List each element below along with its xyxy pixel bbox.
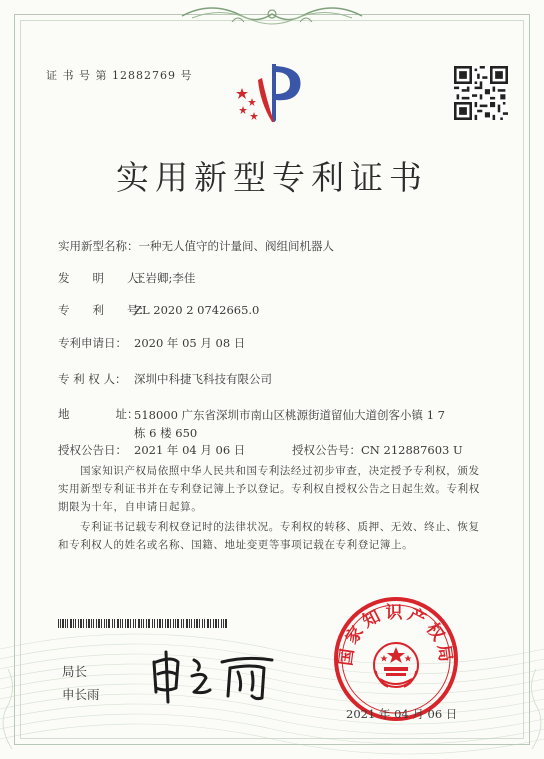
patent-number-value: ZL 2020 2 0742665.0 bbox=[134, 303, 260, 317]
legal-status-statement: 专利证书记载专利权登记时的法律状况。专利权的转移、质押、无效、终止、恢复和专利权人的姓名或名称、国籍、地址变更等事项记载在专利登记簿上。 bbox=[58, 521, 480, 551]
director-name: 申长雨 bbox=[62, 687, 100, 702]
patent-number-label: 专 利 号： bbox=[58, 303, 150, 317]
seal-date: 2021 年 04 月 06 日 bbox=[346, 707, 458, 721]
certificate-title: 实用新型专利证书 bbox=[116, 158, 428, 197]
holder-row bbox=[58, 371, 272, 387]
name-value: 一种无人值守的计量间、阀组间机器人 bbox=[138, 239, 334, 253]
barcode-icon bbox=[58, 619, 228, 628]
director-title: 局长 bbox=[62, 664, 88, 679]
top-ornament-icon bbox=[172, 2, 372, 32]
grant-number-row bbox=[292, 442, 463, 458]
holder-label: 专 利 权 人： bbox=[58, 372, 127, 386]
official-seal-icon bbox=[332, 595, 460, 723]
grant-date-label: 授权公告日： bbox=[58, 443, 127, 457]
patent-number-row bbox=[58, 302, 259, 318]
name-label: 实用新型名称： bbox=[58, 239, 139, 253]
seal-text: 国家知识产权局 bbox=[336, 602, 456, 668]
address-row bbox=[58, 406, 139, 422]
patent-office-logo-icon bbox=[230, 58, 310, 128]
grant-statement: 国家知识产权局依照中华人民共和国专利法经过初步审查，决定授予专利权，颁发实用新型专利证书并在专利登记簿上予以登记。专利权自授权公告之日起生效。专利权期限为十年，自申请日起算。 bbox=[58, 465, 480, 513]
handwritten-signature-icon bbox=[148, 648, 288, 704]
grant-number-label: 授权公告号： bbox=[292, 443, 361, 457]
certificate-number: 证 书 号 第 12882769 号 bbox=[46, 69, 193, 82]
grant-date-value: 2021 年 04 月 06 日 bbox=[134, 443, 246, 457]
filing-date-value: 2020 年 05 月 08 日 bbox=[134, 336, 246, 350]
address-label: 地 址： bbox=[58, 407, 139, 421]
filing-date-row bbox=[58, 335, 245, 351]
inventor-label: 发 明 人： bbox=[58, 271, 150, 285]
grant-date-row bbox=[58, 442, 245, 458]
name-row bbox=[58, 238, 334, 254]
address-value: 518000 广东省深圳市南山区桃源街道留仙大道创客小镇 1 7 栋 6 楼 650 bbox=[134, 408, 445, 440]
qr-code-icon bbox=[454, 66, 508, 120]
filing-date-label: 专利申请日： bbox=[58, 336, 127, 350]
inventor-value: 王岩卿;李佳 bbox=[134, 271, 196, 285]
holder-value: 深圳中科捷飞科技有限公司 bbox=[134, 372, 272, 386]
inventor-row bbox=[58, 270, 195, 286]
grant-number-value: CN 212887603 U bbox=[361, 443, 463, 457]
